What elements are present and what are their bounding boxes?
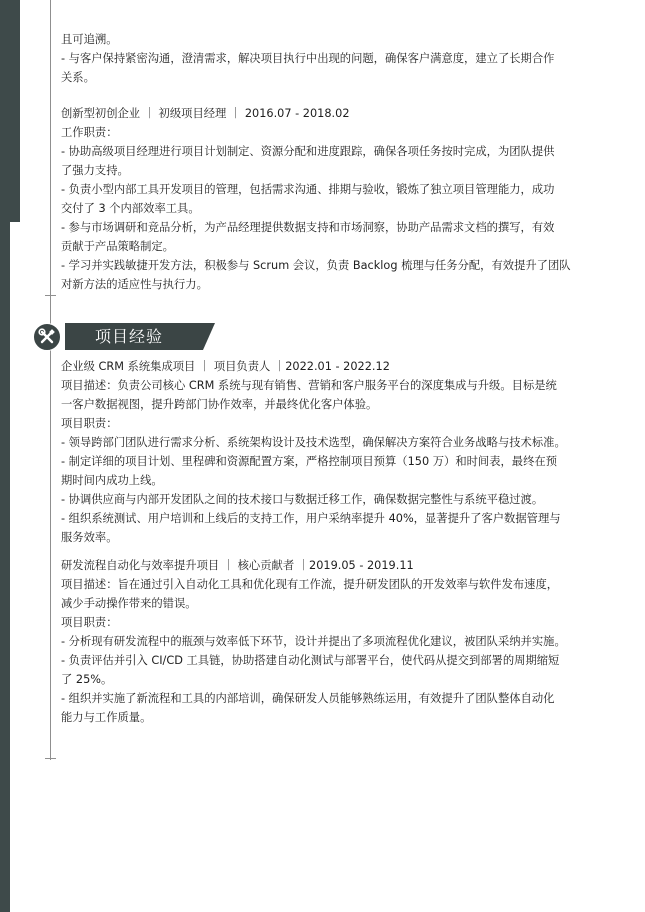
duty-line: 贡献于产品策略制定。 (61, 240, 174, 253)
timeline-line (50, 0, 51, 760)
project-line: 项目职责： (61, 616, 118, 629)
job-heading: 创新型初创企业 ｜ 初级项目经理 ｜ 2016.07 - 2018.02 (61, 107, 350, 120)
project-block (61, 357, 591, 547)
project-block (61, 556, 591, 727)
project-line: - 组织系统测试、用户培训和上线后的支持工作，用户采纳率提升 40%，显著提升了客户数据管理与 (61, 512, 561, 525)
project-line: 期时间内成功上线。 (61, 474, 163, 487)
project-line: - 负责评估并引入 CI/CD 工具链，协助搭建自动化测试与部署平台，使代码从提交到部署的周期缩短 (61, 654, 560, 667)
previous-job-block (61, 30, 591, 294)
text-line: 且可追溯。 (61, 33, 118, 46)
project-line: - 领导跨部门团队进行需求分析、系统架构设计及技术选型，确保解决方案符合业务战略与技术标准。 (61, 436, 566, 449)
project-line: - 协调供应商与内部开发团队之间的技术接口与数据迁移工作，确保数据完整性与系统平稳过渡。 (61, 493, 544, 506)
project-heading: 研发流程自动化与效率提升项目 ｜ 核心贡献者 ｜2019.05 - 2019.11 (61, 559, 414, 572)
duty-line: 了强力支持。 (61, 164, 129, 177)
section-title: 项目经验 (95, 327, 164, 346)
project-line: 一客户数据视图，提升跨部门协作效率，并最终优化客户体验。 (61, 398, 378, 411)
project-line: 项目描述：旨在通过引入自动化工具和优化现有工作流，提升研发团队的开发效率与软件发布速度， (61, 578, 559, 591)
duty-line: - 协助高级项目经理进行项目计划制定、资源分配和进度跟踪，确保各项任务按时完成，为团队提供 (61, 145, 555, 158)
project-heading: 企业级 CRM 系统集成项目 ｜ 项目负责人 ｜2022.01 - 2022.12 (61, 360, 390, 373)
duty-label: 工作职责： (61, 126, 118, 139)
duty-line: - 学习并实践敏捷开发方法，积极参与 Scrum 会议，负责 Backlog 梳理与任务分配，有效提升了团队 (61, 259, 571, 272)
project-line: 服务效率。 (61, 531, 118, 544)
sidebar-bottom-bar (0, 222, 10, 912)
text-line: - 与客户保持紧密沟通，澄清需求，解决项目执行中出现的问题，确保客户满意度，建立了长期合作 (61, 52, 555, 65)
duty-line: - 负责小型内部工具开发项目的管理，包括需求沟通、排期与验收，锻炼了独立项目管理能力，成功 (61, 183, 555, 196)
section-icon-badge (33, 323, 61, 351)
duty-line: 对新方法的适应性与执行力。 (61, 278, 208, 291)
project-line: 了 25%。 (61, 673, 113, 686)
text-line: 关系。 (61, 71, 95, 84)
sidebar-top-bar (0, 0, 20, 222)
duty-line: - 参与市场调研和竞品分析，为产品经理提供数据支持和市场洞察，协助产品需求文档的撰写，有效 (61, 221, 555, 234)
timeline-tick (45, 295, 56, 296)
tools-icon (34, 324, 60, 350)
project-line: 减少手动操作带来的错误。 (61, 597, 197, 610)
timeline-tick (45, 758, 56, 759)
project-line: - 分析现有研发流程中的瓶颈与效率低下环节，设计并提出了多项流程优化建议，被团队采纳并实施。 (61, 635, 566, 648)
section-header-projects (33, 322, 215, 352)
duty-line: 交付了 3 个内部效率工具。 (61, 202, 200, 215)
project-line: - 组织并实施了新流程和工具的内部培训，确保研发人员能够熟练运用，有效提升了团队整体自动化 (61, 692, 555, 705)
project-line: 项目职责： (61, 417, 118, 430)
project-line: - 制定详细的项目计划、里程碑和资源配置方案，严格控制项目预算（150 万）和时间表，最终在预 (61, 455, 557, 468)
project-line: 项目描述：负责公司核心 CRM 系统与现有销售、营销和客户服务平台的深度集成与升级。目标是统 (61, 379, 557, 392)
project-line: 能力与工作质量。 (61, 711, 152, 724)
